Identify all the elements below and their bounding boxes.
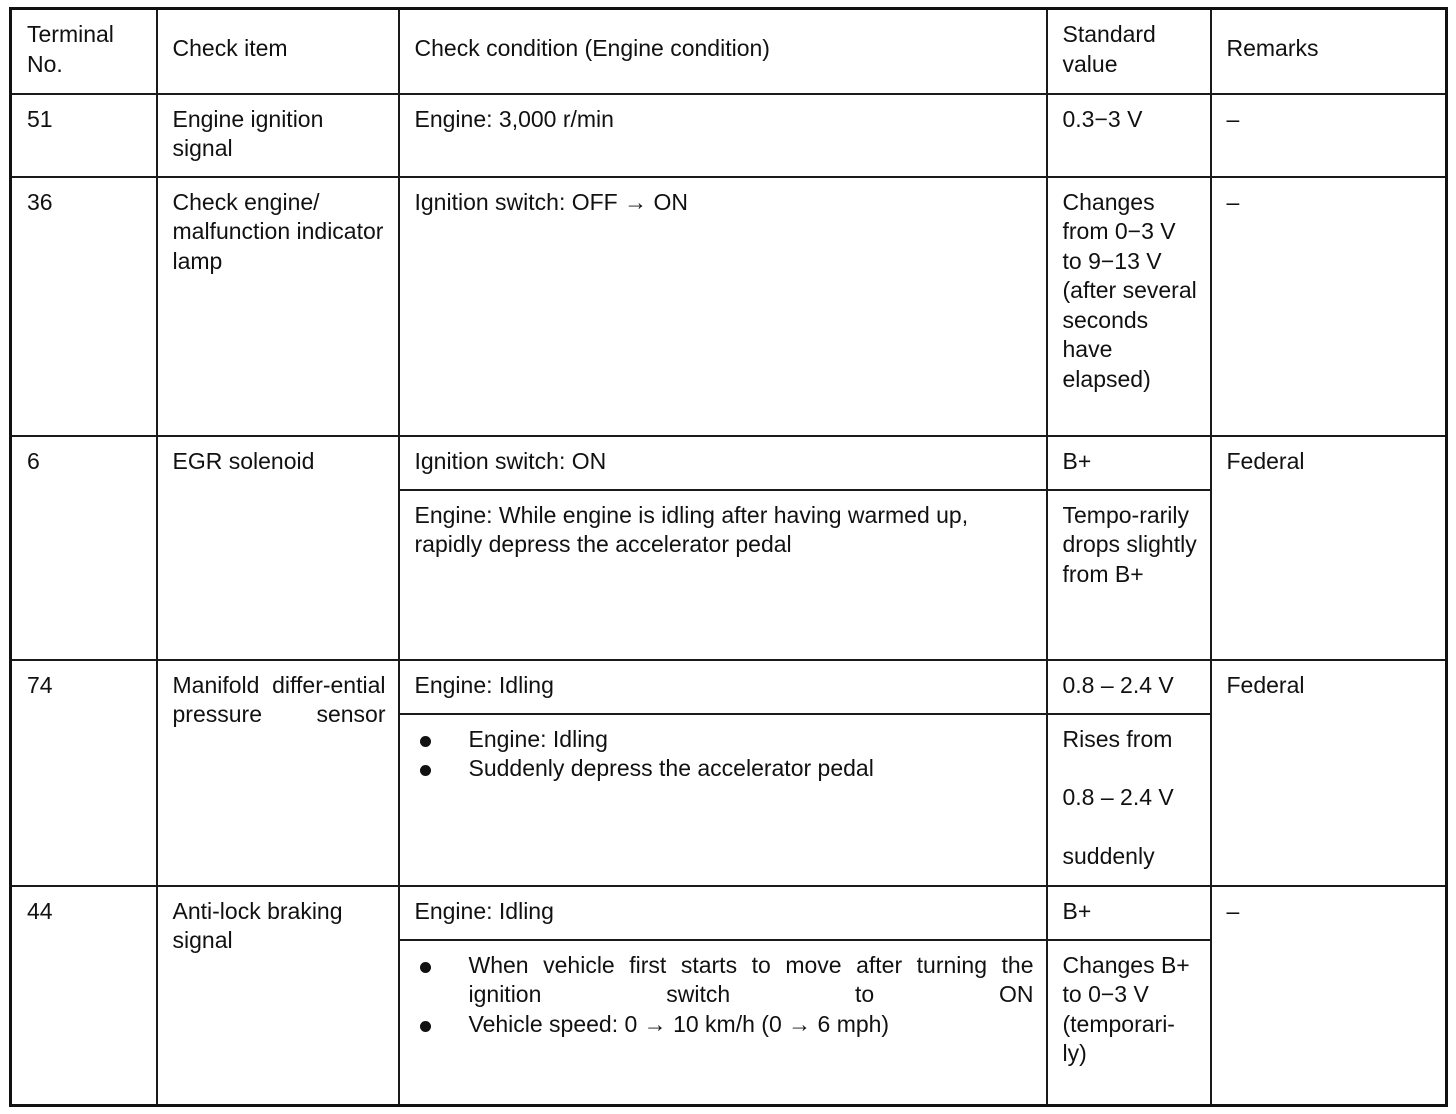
header-terminal: Terminal No. xyxy=(11,9,157,94)
standard-value: B+ xyxy=(1047,886,1211,940)
check-condition xyxy=(399,940,1047,1106)
check-condition: Engine: While engine is idling after having warmed up, rapidly depress the accelerator pedal xyxy=(399,490,1047,660)
bullet-item: Engine: Idling xyxy=(415,725,1034,755)
header-check-item: Check item xyxy=(157,9,399,94)
bullet-item: Suddenly depress the accelerator pedal xyxy=(415,754,1034,784)
standard-value-line: suddenly xyxy=(1062,842,1155,869)
terminal-number: 44 xyxy=(11,886,157,1106)
check-item xyxy=(157,660,399,886)
remarks: – xyxy=(1211,886,1447,1106)
standard-value: B+ xyxy=(1047,436,1211,490)
standard-value: Changes B+ to 0−3 V (temporari-ly) xyxy=(1047,940,1211,1106)
check-item: EGR solenoid xyxy=(157,436,399,660)
header-remarks: Remarks xyxy=(1211,9,1447,94)
check-condition: Ignition switch: ON xyxy=(399,436,1047,490)
condition-bullet-list xyxy=(415,725,1034,784)
table-row xyxy=(11,660,1447,714)
table-row xyxy=(11,436,1447,490)
table-row xyxy=(11,94,1447,177)
remarks: – xyxy=(1211,94,1447,177)
check-item-text: Manifold differ-ential pressure sensor xyxy=(172,671,386,727)
remarks: Federal xyxy=(1211,436,1447,660)
terminal-number: 36 xyxy=(11,177,157,436)
check-condition: Engine: 3,000 r/min xyxy=(399,94,1047,177)
table-row xyxy=(11,886,1447,940)
standard-value-line: Rises from xyxy=(1062,725,1173,752)
bullet-item: When vehicle first starts to move after turning the ignition switch to ON xyxy=(415,951,1034,1010)
table-row xyxy=(11,177,1447,436)
header-row xyxy=(11,9,1447,94)
terminal-number: 74 xyxy=(11,660,157,886)
standard-value-line: 0.8 – 2.4 V xyxy=(1062,784,1174,810)
remarks: – xyxy=(1211,177,1447,436)
header-condition: Check condition (Engine condition) xyxy=(399,9,1047,94)
header-standard-value: Standard value xyxy=(1047,9,1211,94)
check-item: Check engine/ malfunction indicator lamp xyxy=(157,177,399,436)
terminal-number: 6 xyxy=(11,436,157,660)
terminal-check-table xyxy=(9,7,1448,1107)
check-item: Anti-lock braking signal xyxy=(157,886,399,1106)
bullet-item: Vehicle speed: 0 → 10 km/h (0 → 6 mph) xyxy=(415,1010,1034,1040)
check-condition: Engine: Idling xyxy=(399,886,1047,940)
check-condition xyxy=(399,714,1047,886)
terminal-number: 51 xyxy=(11,94,157,177)
spec-table-sheet xyxy=(9,7,1445,1107)
standard-value xyxy=(1047,714,1211,886)
standard-value: 0.8 – 2.4 V xyxy=(1047,660,1211,714)
check-condition: Ignition switch: OFF → ON xyxy=(399,177,1047,436)
standard-value: Tempo-rarily drops slightly from B+ xyxy=(1047,490,1211,660)
check-item: Engine ignition signal xyxy=(157,94,399,177)
standard-value: Changes from 0−3 V to 9−13 V (after several seconds have elapsed) xyxy=(1047,177,1211,436)
standard-value: 0.3−3 V xyxy=(1047,94,1211,177)
condition-bullet-list xyxy=(415,951,1034,1040)
check-condition: Engine: Idling xyxy=(399,660,1047,714)
remarks: Federal xyxy=(1211,660,1447,886)
